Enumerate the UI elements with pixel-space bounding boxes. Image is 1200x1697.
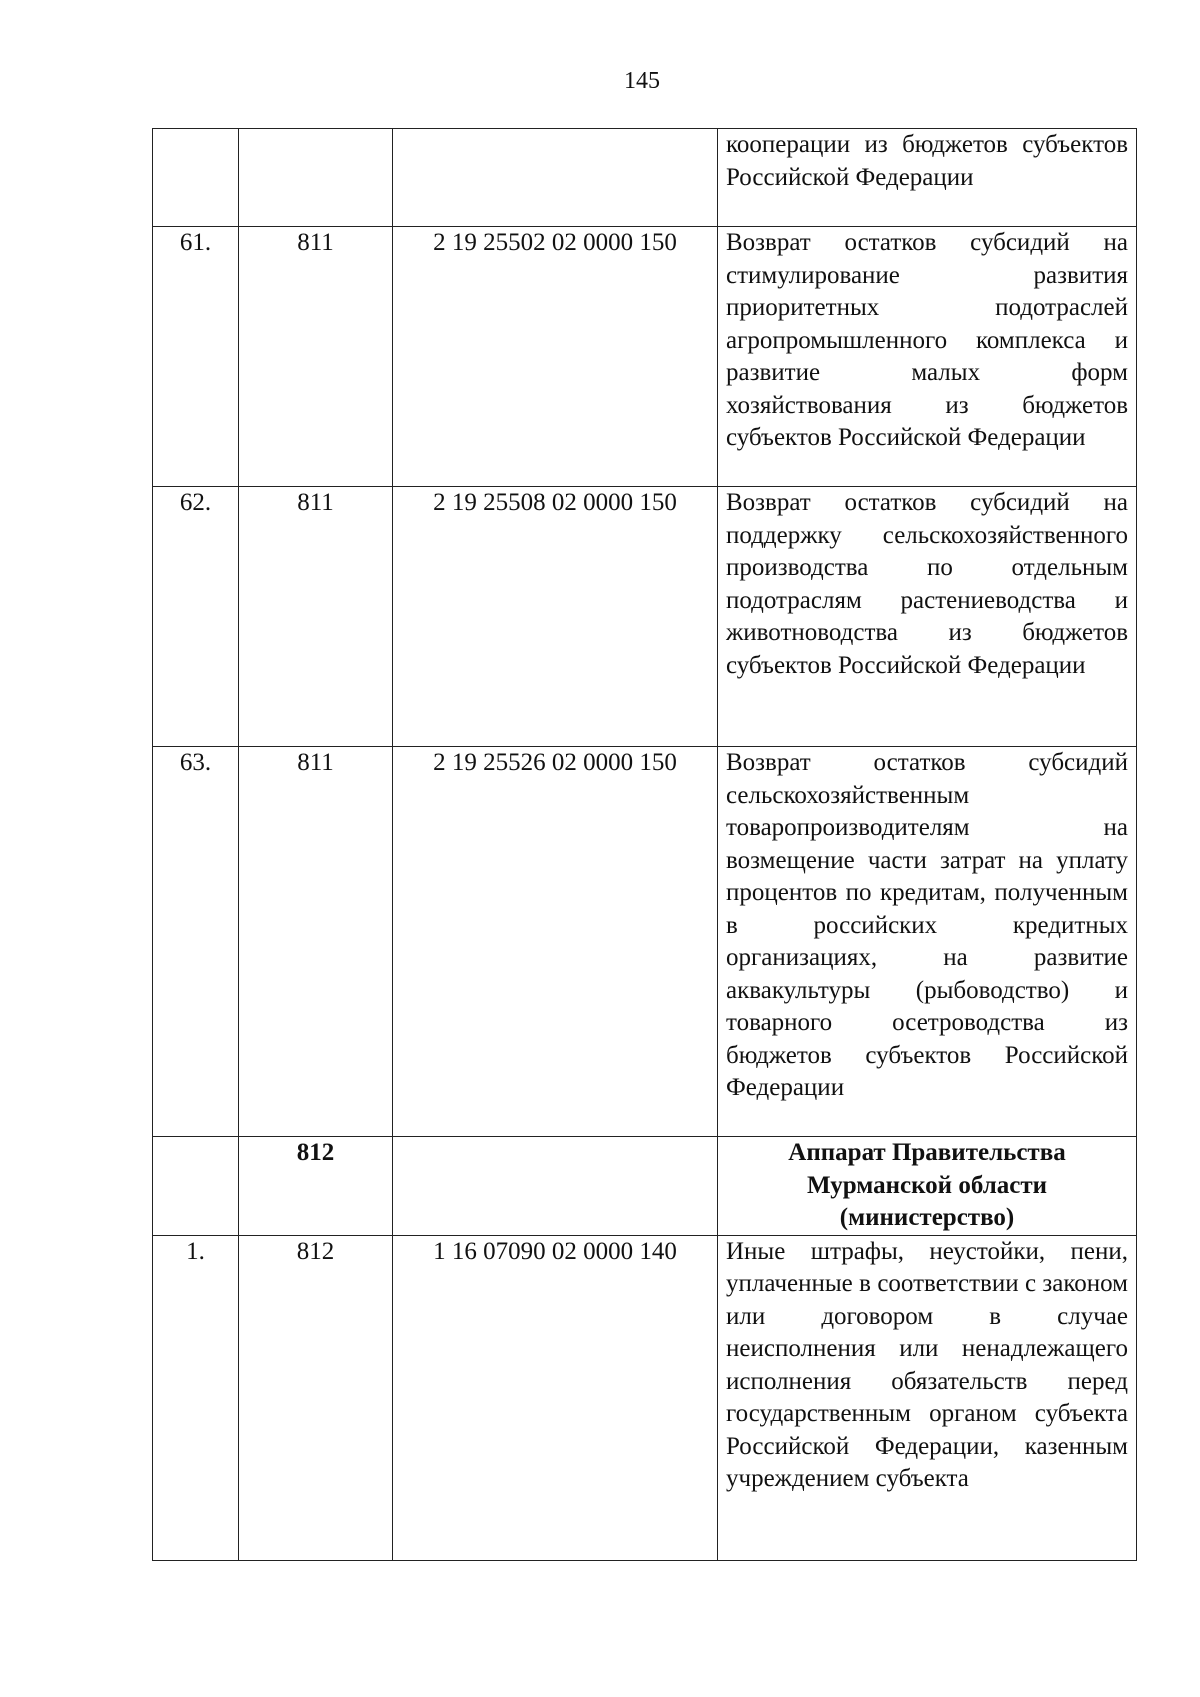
- table-row: [153, 227, 1137, 487]
- budget-classification-code: 2 19 25508 02 0000 150: [393, 487, 718, 747]
- administrator-code: 811: [239, 227, 393, 487]
- administrator-code: 812: [239, 1235, 393, 1560]
- page-number: 145: [624, 68, 660, 94]
- budget-classification-code: 2 19 25526 02 0000 150: [393, 747, 718, 1137]
- row-number: 1.: [153, 1235, 239, 1560]
- row-number: 62.: [153, 487, 239, 747]
- table-row: [153, 747, 1137, 1137]
- revenue-description: Возврат остатков субсидий на поддержку сельскохозяйственного производства по отдельным подотраслям растениеводства и животноводства из бюджетов субъектов Российской Федерации: [718, 487, 1137, 747]
- row-number: 63.: [153, 747, 239, 1137]
- row-number: 61.: [153, 227, 239, 487]
- row-number: [153, 1137, 239, 1236]
- budget-classification-code: [393, 1137, 718, 1236]
- administrator-code: [239, 129, 393, 227]
- administrator-code: 811: [239, 747, 393, 1137]
- revenue-description: кооперации из бюджетов субъектов Российской Федерации: [718, 129, 1137, 227]
- administrator-code: 811: [239, 487, 393, 747]
- table-row: [153, 487, 1137, 747]
- budget-classification-code: 2 19 25502 02 0000 150: [393, 227, 718, 487]
- budget-classification-code: 1 16 07090 02 0000 140: [393, 1235, 718, 1560]
- row-number: [153, 129, 239, 227]
- administrator-code: 812: [239, 1137, 393, 1236]
- section-header-row: [153, 1137, 1137, 1236]
- revenue-description: Иные штрафы, неустойки, пени, уплаченные в соответствии с законом или договором в случае неисполнения или ненадлежащего исполнения обязательств перед государственным органом субъекта Российской Федерации, казенным учреждением субъекта: [718, 1235, 1137, 1560]
- budget-classification-code: [393, 129, 718, 227]
- revenue-description: Возврат остатков субсидий на стимулирование развития приоритетных подотраслей агропромышленного комплекса и развитие малых форм хозяйствования из бюджетов субъектов Российской Федерации: [718, 227, 1137, 487]
- administrator-name: Аппарат Правительства Мурманской области (министерство): [718, 1137, 1137, 1236]
- table-row: [153, 129, 1137, 227]
- table-row: [153, 1235, 1137, 1560]
- revenue-description: Возврат остатков субсидий сельскохозяйственным товаропроизводителям на возмещение части затрат на уплату процентов по кредитам, полученным в российских кредитных организациях, на развитие аквакультуры (рыбоводство) и товарного осетроводства из бюджетов субъектов Российской Федерации: [718, 747, 1137, 1137]
- revenue-codes-table: [152, 128, 1137, 1561]
